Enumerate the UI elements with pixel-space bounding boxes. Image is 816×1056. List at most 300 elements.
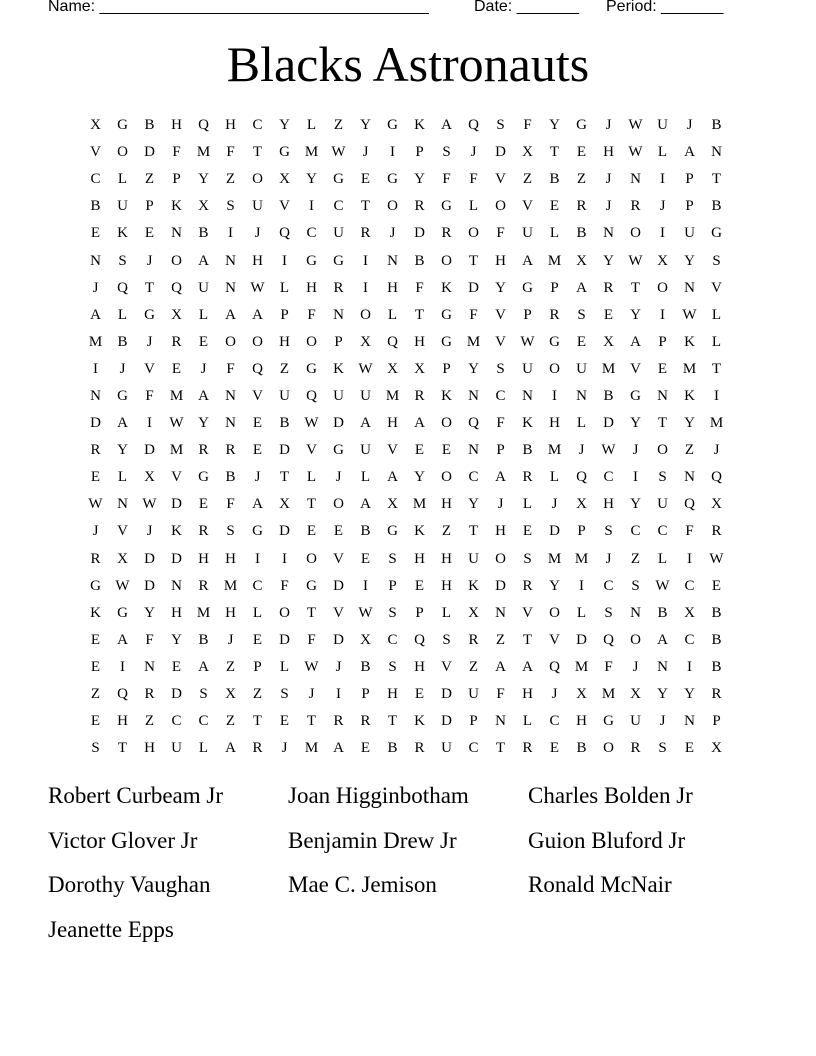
grid-letter: Q bbox=[468, 415, 479, 432]
grid-letter: A bbox=[117, 415, 128, 432]
grid-letter: A bbox=[333, 740, 344, 757]
grid-letter: S bbox=[604, 523, 613, 540]
grid-letter: E bbox=[549, 198, 560, 215]
grid-letter: E bbox=[522, 523, 533, 540]
grid-letter: O bbox=[252, 171, 263, 188]
grid-letter: U bbox=[522, 225, 533, 242]
grid-letter: A bbox=[117, 631, 128, 648]
grid-letter: N bbox=[225, 252, 236, 269]
grid-letter: J bbox=[227, 631, 234, 648]
grid-letter: B bbox=[279, 415, 290, 432]
grid-letter: N bbox=[171, 577, 182, 594]
grid-letter: T bbox=[495, 740, 506, 757]
grid-letter: Z bbox=[495, 631, 506, 648]
word-search-grid bbox=[82, 112, 730, 762]
grid-letter: Z bbox=[333, 117, 344, 134]
grid-letter: T bbox=[252, 713, 263, 730]
grid-letter: L bbox=[279, 658, 290, 675]
grid-letter: W bbox=[250, 279, 265, 296]
grid-letter: W bbox=[304, 658, 319, 675]
grid-letter: J bbox=[254, 225, 261, 242]
grid-letter: R bbox=[522, 740, 533, 757]
grid-letter: X bbox=[198, 198, 209, 215]
grid-letter: N bbox=[711, 144, 722, 161]
grid-letter: Y bbox=[549, 117, 560, 134]
grid-letter: D bbox=[333, 415, 344, 432]
period-field-label: Period: _______ bbox=[606, 0, 724, 15]
grid-letter: C bbox=[171, 713, 182, 730]
grid-letter: J bbox=[146, 333, 153, 350]
grid-letter: H bbox=[495, 252, 506, 269]
grid-letter: D bbox=[603, 415, 614, 432]
grid-letter: X bbox=[387, 360, 398, 377]
grid-letter: D bbox=[171, 550, 182, 567]
grid-letter: J bbox=[578, 442, 585, 459]
grid-letter: A bbox=[198, 387, 209, 404]
grid-letter: G bbox=[387, 117, 398, 134]
grid-letter: U bbox=[657, 117, 668, 134]
grid-letter: R bbox=[90, 442, 101, 459]
grid-letter: C bbox=[90, 171, 101, 188]
grid-letter: G bbox=[711, 225, 722, 242]
grid-letter: A bbox=[495, 658, 506, 675]
grid-letter: L bbox=[360, 469, 371, 486]
grid-letter: X bbox=[225, 686, 236, 703]
grid-letter: R bbox=[171, 333, 182, 350]
grid-letter: F bbox=[469, 306, 478, 323]
grid-letter: Y bbox=[684, 415, 695, 432]
grid-letter: C bbox=[306, 225, 317, 242]
grid-letter: K bbox=[441, 279, 452, 296]
grid-letter: T bbox=[306, 713, 317, 730]
grid-letter: Z bbox=[144, 171, 155, 188]
grid-letter: J bbox=[335, 658, 342, 675]
grid-letter: F bbox=[496, 415, 505, 432]
grid-letter: H bbox=[549, 415, 560, 432]
grid-letter: K bbox=[117, 225, 128, 242]
worksheet-header bbox=[48, 0, 768, 22]
grid-letter: O bbox=[549, 360, 560, 377]
grid-letter: Z bbox=[468, 658, 479, 675]
grid-letter: Y bbox=[630, 496, 641, 513]
grid-letter: R bbox=[360, 713, 371, 730]
grid-letter: H bbox=[576, 713, 587, 730]
grid-letter: F bbox=[280, 577, 289, 594]
grid-letter: H bbox=[495, 523, 506, 540]
grid-letter: W bbox=[169, 415, 184, 432]
grid-letter: N bbox=[684, 279, 695, 296]
grid-letter: S bbox=[712, 252, 721, 269]
grid-letter: D bbox=[549, 523, 560, 540]
grid-letter: E bbox=[360, 740, 371, 757]
grid-letter: D bbox=[495, 577, 506, 594]
grid-letter: R bbox=[144, 686, 155, 703]
grid-letter: L bbox=[306, 469, 317, 486]
grid-letter: M bbox=[304, 144, 319, 161]
grid-letter: B bbox=[360, 658, 371, 675]
grid-letter: L bbox=[576, 604, 587, 621]
grid-letter: N bbox=[684, 469, 695, 486]
grid-letter: L bbox=[549, 225, 560, 242]
grid-letter: H bbox=[603, 496, 614, 513]
grid-letter: D bbox=[171, 496, 182, 513]
grid-letter: S bbox=[523, 550, 532, 567]
grid-letter: V bbox=[522, 198, 533, 215]
grid-letter: B bbox=[522, 442, 533, 459]
grid-letter: Z bbox=[225, 713, 236, 730]
grid-letter: O bbox=[225, 333, 236, 350]
grid-letter: L bbox=[711, 333, 722, 350]
grid-letter: O bbox=[603, 740, 614, 757]
grid-letter: E bbox=[90, 713, 101, 730]
grid-letter: Q bbox=[603, 631, 614, 648]
grid-letter: K bbox=[468, 577, 479, 594]
grid-letter: V bbox=[441, 658, 452, 675]
grid-letter: R bbox=[360, 225, 371, 242]
grid-letter: O bbox=[657, 279, 668, 296]
grid-letter: Z bbox=[684, 442, 695, 459]
grid-letter: L bbox=[198, 740, 209, 757]
grid-letter: Y bbox=[549, 577, 560, 594]
grid-letter: G bbox=[279, 144, 290, 161]
grid-letter: S bbox=[658, 740, 667, 757]
grid-letter: G bbox=[252, 523, 263, 540]
grid-letter: F bbox=[523, 117, 532, 134]
grid-letter: N bbox=[657, 387, 668, 404]
grid-letter: X bbox=[576, 686, 587, 703]
word-list-item: Robert Curbeam Jr bbox=[48, 783, 224, 808]
grid-letter: F bbox=[172, 144, 181, 161]
grid-letter: U bbox=[171, 740, 182, 757]
grid-letter: N bbox=[522, 387, 533, 404]
grid-letter: E bbox=[198, 333, 209, 350]
grid-letter: X bbox=[468, 604, 479, 621]
grid-letter: A bbox=[225, 306, 236, 323]
grid-letter: Z bbox=[279, 360, 290, 377]
grid-letter: Y bbox=[198, 171, 209, 188]
grid-letter: N bbox=[117, 496, 128, 513]
grid-letter: X bbox=[387, 496, 398, 513]
grid-letter: J bbox=[254, 469, 261, 486]
grid-letter: B bbox=[144, 117, 155, 134]
grid-letter: J bbox=[389, 225, 396, 242]
grid-letter: H bbox=[144, 740, 155, 757]
grid-letter: R bbox=[630, 740, 641, 757]
grid-letter: R bbox=[225, 442, 236, 459]
grid-letter: P bbox=[388, 577, 397, 594]
grid-letter: P bbox=[658, 333, 667, 350]
grid-letter: V bbox=[117, 523, 128, 540]
grid-letter: G bbox=[387, 171, 398, 188]
grid-letter: C bbox=[333, 198, 344, 215]
grid-letter: V bbox=[144, 360, 155, 377]
grid-letter: Q bbox=[198, 117, 209, 134]
grid-letter: A bbox=[90, 306, 101, 323]
grid-letter: W bbox=[358, 604, 373, 621]
grid-letter: R bbox=[468, 631, 479, 648]
grid-letter: X bbox=[711, 496, 722, 513]
grid-letter: D bbox=[576, 631, 587, 648]
grid-letter: R bbox=[198, 442, 209, 459]
grid-letter: M bbox=[547, 252, 562, 269]
grid-letter: H bbox=[441, 577, 452, 594]
grid-letter: U bbox=[630, 713, 641, 730]
grid-letter: T bbox=[657, 415, 668, 432]
grid-letter: S bbox=[658, 469, 667, 486]
grid-letter: O bbox=[549, 604, 560, 621]
grid-letter: B bbox=[711, 658, 722, 675]
grid-letter: Q bbox=[684, 496, 695, 513]
grid-letter: M bbox=[601, 360, 616, 377]
grid-letter: E bbox=[711, 577, 722, 594]
grid-letter: F bbox=[604, 658, 613, 675]
grid-letter: L bbox=[252, 604, 263, 621]
grid-letter: E bbox=[576, 333, 587, 350]
grid-letter: G bbox=[441, 333, 452, 350]
grid-letter: S bbox=[280, 686, 289, 703]
grid-letter: V bbox=[711, 279, 722, 296]
grid-letter: E bbox=[360, 171, 371, 188]
grid-letter: J bbox=[119, 360, 126, 377]
grid-letter: E bbox=[576, 144, 587, 161]
grid-letter: J bbox=[605, 198, 612, 215]
grid-letter: Q bbox=[171, 279, 182, 296]
grid-letter: E bbox=[90, 631, 101, 648]
grid-letter: B bbox=[360, 523, 371, 540]
grid-letter: A bbox=[522, 658, 533, 675]
date-field-label: Date: _______ bbox=[474, 0, 579, 15]
grid-letter: Z bbox=[90, 686, 101, 703]
grid-letter: H bbox=[171, 604, 182, 621]
grid-letter: U bbox=[360, 442, 371, 459]
grid-letter: A bbox=[414, 415, 425, 432]
grid-letter: H bbox=[387, 686, 398, 703]
grid-letter: Q bbox=[576, 469, 587, 486]
grid-letter: O bbox=[360, 306, 371, 323]
grid-letter: O bbox=[495, 550, 506, 567]
grid-letter: D bbox=[441, 686, 452, 703]
grid-letter: I bbox=[309, 198, 314, 215]
grid-letter: Y bbox=[630, 415, 641, 432]
grid-letter: G bbox=[549, 333, 560, 350]
grid-letter: Y bbox=[468, 360, 479, 377]
grid-letter: Q bbox=[414, 631, 425, 648]
grid-letter: M bbox=[88, 333, 103, 350]
grid-letter: E bbox=[333, 523, 344, 540]
grid-letter: I bbox=[687, 658, 692, 675]
grid-letter: E bbox=[360, 550, 371, 567]
word-list-item: Ronald McNair bbox=[528, 872, 672, 897]
grid-letter: T bbox=[711, 171, 722, 188]
grid-letter: V bbox=[252, 387, 263, 404]
grid-letter: N bbox=[495, 604, 506, 621]
grid-letter: U bbox=[522, 360, 533, 377]
grid-letter: M bbox=[169, 387, 184, 404]
grid-letter: B bbox=[576, 225, 587, 242]
grid-letter: K bbox=[684, 387, 695, 404]
grid-letter: T bbox=[522, 631, 533, 648]
grid-letter: P bbox=[280, 306, 289, 323]
grid-letter: N bbox=[657, 658, 668, 675]
grid-letter: X bbox=[684, 604, 695, 621]
grid-letter: B bbox=[198, 225, 209, 242]
grid-letter: A bbox=[225, 740, 236, 757]
grid-letter: P bbox=[469, 713, 478, 730]
grid-letter: U bbox=[333, 387, 344, 404]
grid-letter: M bbox=[682, 360, 697, 377]
grid-letter: A bbox=[252, 306, 263, 323]
grid-letter: O bbox=[441, 252, 452, 269]
word-list-item: Charles Bolden Jr bbox=[528, 783, 693, 808]
grid-letter: J bbox=[605, 550, 612, 567]
grid-letter: H bbox=[414, 550, 425, 567]
grid-letter: X bbox=[711, 740, 722, 757]
grid-letter: M bbox=[574, 658, 589, 675]
grid-letter: N bbox=[630, 604, 641, 621]
grid-letter: Z bbox=[441, 523, 452, 540]
grid-letter: U bbox=[468, 686, 479, 703]
grid-letter: B bbox=[198, 631, 209, 648]
grid-letter: M bbox=[223, 577, 238, 594]
grid-letter: L bbox=[657, 550, 668, 567]
grid-letter: S bbox=[496, 360, 505, 377]
grid-letter: T bbox=[279, 469, 290, 486]
grid-letter: D bbox=[144, 442, 155, 459]
grid-letter: E bbox=[252, 631, 263, 648]
grid-letter: F bbox=[145, 387, 154, 404]
grid-letter: R bbox=[333, 279, 344, 296]
grid-letter: E bbox=[171, 360, 182, 377]
grid-letter: E bbox=[90, 225, 101, 242]
grid-letter: E bbox=[414, 686, 425, 703]
grid-letter: N bbox=[630, 171, 641, 188]
grid-letter: J bbox=[605, 117, 612, 134]
grid-letter: T bbox=[144, 279, 155, 296]
grid-letter: H bbox=[225, 550, 236, 567]
grid-letter: X bbox=[522, 144, 533, 161]
grid-letter: I bbox=[282, 252, 287, 269]
grid-letter: H bbox=[252, 252, 263, 269]
word-list-item: Dorothy Vaughan bbox=[48, 872, 211, 897]
grid-letter: D bbox=[171, 686, 182, 703]
grid-letter: Q bbox=[117, 279, 128, 296]
grid-letter: I bbox=[660, 306, 665, 323]
grid-letter: T bbox=[252, 144, 263, 161]
grid-letter: N bbox=[576, 387, 587, 404]
grid-letter: S bbox=[496, 117, 505, 134]
grid-letter: V bbox=[495, 171, 506, 188]
grid-letter: M bbox=[709, 415, 724, 432]
word-list-item: Benjamin Drew Jr bbox=[288, 827, 457, 853]
grid-letter: O bbox=[117, 144, 128, 161]
grid-letter: W bbox=[682, 306, 697, 323]
grid-letter: E bbox=[144, 225, 155, 242]
grid-letter: F bbox=[307, 631, 316, 648]
grid-letter: I bbox=[336, 686, 341, 703]
grid-letter: T bbox=[360, 198, 371, 215]
grid-letter: J bbox=[200, 360, 207, 377]
grid-letter: Q bbox=[468, 117, 479, 134]
grid-letter: J bbox=[686, 117, 693, 134]
grid-letter: M bbox=[196, 144, 211, 161]
grid-letter: P bbox=[550, 279, 559, 296]
grid-letter: C bbox=[657, 523, 668, 540]
grid-letter: R bbox=[414, 387, 425, 404]
grid-letter: Y bbox=[657, 686, 668, 703]
grid-letter: V bbox=[387, 442, 398, 459]
grid-letter: J bbox=[92, 279, 99, 296]
grid-letter: H bbox=[306, 279, 317, 296]
grid-letter: N bbox=[684, 713, 695, 730]
grid-letter: V bbox=[171, 469, 182, 486]
grid-letter: W bbox=[115, 577, 130, 594]
grid-letter: F bbox=[226, 496, 235, 513]
grid-letter: X bbox=[144, 469, 155, 486]
grid-letter: I bbox=[228, 225, 233, 242]
grid-letter: E bbox=[252, 442, 263, 459]
grid-letter: G bbox=[333, 442, 344, 459]
grid-letter: X bbox=[657, 252, 668, 269]
grid-letter: F bbox=[496, 225, 505, 242]
grid-letter: Y bbox=[684, 252, 695, 269]
grid-letter: V bbox=[630, 360, 641, 377]
grid-letter: R bbox=[90, 550, 101, 567]
grid-letter: V bbox=[90, 144, 101, 161]
grid-letter: E bbox=[603, 306, 614, 323]
grid-letter: D bbox=[333, 631, 344, 648]
grid-letter: I bbox=[363, 252, 368, 269]
grid-letter: I bbox=[660, 171, 665, 188]
grid-letter: H bbox=[117, 713, 128, 730]
grid-letter: V bbox=[522, 604, 533, 621]
grid-letter: G bbox=[306, 252, 317, 269]
grid-letter: C bbox=[684, 577, 695, 594]
grid-letter: T bbox=[630, 279, 641, 296]
grid-letter: G bbox=[522, 279, 533, 296]
grid-letter: T bbox=[468, 252, 479, 269]
word-list-item: Jeanette Epps bbox=[48, 916, 174, 942]
grid-letter: B bbox=[711, 604, 722, 621]
grid-letter: P bbox=[253, 658, 262, 675]
grid-letter: W bbox=[331, 144, 346, 161]
grid-letter: Y bbox=[144, 604, 155, 621]
grid-letter: S bbox=[118, 252, 127, 269]
grid-letter: K bbox=[414, 117, 425, 134]
grid-letter: E bbox=[90, 658, 101, 675]
grid-letter: P bbox=[145, 198, 154, 215]
grid-letter: W bbox=[520, 333, 535, 350]
grid-letter: L bbox=[576, 415, 587, 432]
grid-letter: M bbox=[601, 686, 616, 703]
grid-letter: L bbox=[657, 144, 668, 161]
grid-letter: P bbox=[523, 306, 532, 323]
grid-letter: A bbox=[441, 117, 452, 134]
grid-letter: R bbox=[414, 198, 425, 215]
grid-letter: U bbox=[252, 198, 263, 215]
grid-letter: B bbox=[117, 333, 128, 350]
word-list-item: Joan Higginbotham bbox=[288, 783, 469, 808]
word-list-item: Mae C. Jemison bbox=[288, 872, 437, 897]
grid-letter: G bbox=[90, 577, 101, 594]
grid-letter: K bbox=[684, 333, 695, 350]
grid-letter: Z bbox=[225, 658, 236, 675]
grid-letter: I bbox=[282, 550, 287, 567]
grid-letter: I bbox=[660, 225, 665, 242]
grid-letter: L bbox=[117, 306, 128, 323]
grid-letter: I bbox=[120, 658, 125, 675]
grid-letter: I bbox=[633, 469, 638, 486]
grid-letter: M bbox=[547, 550, 562, 567]
